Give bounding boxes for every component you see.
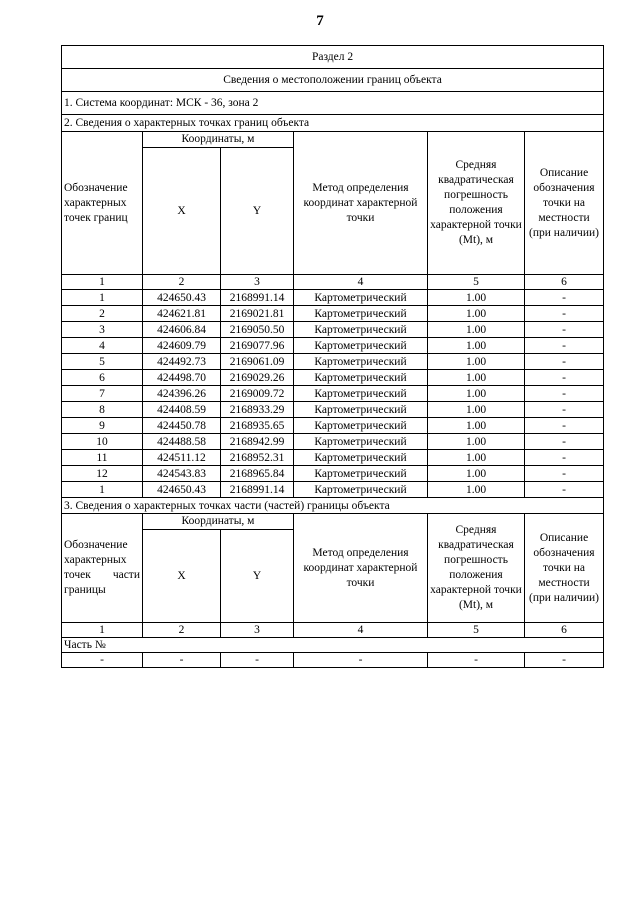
cell-desc: - — [525, 370, 604, 386]
column-number-row — [62, 623, 604, 638]
column-number: 3 — [221, 275, 294, 290]
cell-y: 2168991.14 — [221, 290, 294, 306]
cell-y: 2168965.84 — [221, 466, 294, 482]
table-row — [62, 466, 604, 482]
column-number: 4 — [294, 623, 428, 638]
cell-method: Картометрический — [294, 402, 428, 418]
cell-y: 2168952.31 — [221, 450, 294, 466]
table-row — [62, 354, 604, 370]
empty-cell: - — [525, 653, 604, 668]
cell-desc: - — [525, 354, 604, 370]
cell-x: 424492.73 — [143, 354, 221, 370]
page-number: 7 — [316, 13, 324, 29]
cell-method: Картометрический — [294, 466, 428, 482]
cell-desc: - — [525, 306, 604, 322]
cell-x: 424488.58 — [143, 434, 221, 450]
cell-method: Картометрический — [294, 322, 428, 338]
cell-x: 424498.70 — [143, 370, 221, 386]
header-y-part: Y — [221, 530, 294, 623]
empty-cell: - — [221, 653, 294, 668]
cell-x: 424609.79 — [143, 338, 221, 354]
cell-y: 2168933.29 — [221, 402, 294, 418]
table-row — [62, 450, 604, 466]
cell-y: 2169061.09 — [221, 354, 294, 370]
table-row — [62, 482, 604, 498]
header-x: X — [143, 148, 221, 275]
cell-method: Картометрический — [294, 354, 428, 370]
empty-cell: - — [143, 653, 221, 668]
cell-y: 2168942.99 — [221, 434, 294, 450]
cell-desc: - — [525, 386, 604, 402]
table-row — [62, 434, 604, 450]
cell-pt: 8 — [62, 402, 143, 418]
cell-mt: 1.00 — [428, 450, 525, 466]
cell-x: 424396.26 — [143, 386, 221, 402]
cell-pt: 6 — [62, 370, 143, 386]
section-3-heading: 3. Сведения о характерных точках части (частей) границы объекта — [62, 498, 604, 514]
cell-y: 2169050.50 — [221, 322, 294, 338]
cell-mt: 1.00 — [428, 322, 525, 338]
header-method-part: Метод определения координат характерной точки — [294, 514, 428, 623]
cell-method: Картометрический — [294, 338, 428, 354]
header-x-part: X — [143, 530, 221, 623]
cell-x: 424621.81 — [143, 306, 221, 322]
cell-desc: - — [525, 418, 604, 434]
cell-desc: - — [525, 466, 604, 482]
cell-mt: 1.00 — [428, 338, 525, 354]
header-designation: Обозначение характерных точек границ — [62, 132, 143, 275]
section-subtitle: Сведения о местоположении границ объекта — [62, 69, 604, 92]
column-number: 1 — [62, 275, 143, 290]
cell-desc: - — [525, 482, 604, 498]
empty-row — [62, 653, 604, 668]
cell-pt: 7 — [62, 386, 143, 402]
cell-desc: - — [525, 338, 604, 354]
empty-cell: - — [62, 653, 143, 668]
header-coordinates: Координаты, м — [143, 132, 294, 148]
cell-x: 424650.43 — [143, 482, 221, 498]
cell-method: Картометрический — [294, 434, 428, 450]
cell-pt: 4 — [62, 338, 143, 354]
cell-pt: 1 — [62, 290, 143, 306]
cell-y: 2168935.65 — [221, 418, 294, 434]
section-2-document — [61, 45, 603, 668]
cell-desc: - — [525, 402, 604, 418]
table-row — [62, 370, 604, 386]
section-title: Раздел 2 — [62, 46, 604, 69]
cell-mt: 1.00 — [428, 434, 525, 450]
empty-cell: - — [294, 653, 428, 668]
cell-pt: 1 — [62, 482, 143, 498]
cell-method: Картометрический — [294, 386, 428, 402]
part-label: Часть № — [62, 638, 604, 653]
cell-method: Картометрический — [294, 450, 428, 466]
cell-mt: 1.00 — [428, 466, 525, 482]
column-number: 5 — [428, 275, 525, 290]
header-method: Метод определения координат характерной точки — [294, 132, 428, 275]
cell-x: 424543.83 — [143, 466, 221, 482]
cell-x: 424650.43 — [143, 290, 221, 306]
cell-mt: 1.00 — [428, 306, 525, 322]
cell-x: 424606.84 — [143, 322, 221, 338]
boundary-table — [61, 45, 604, 668]
column-number: 6 — [525, 275, 604, 290]
table-row — [62, 386, 604, 402]
table-row — [62, 338, 604, 354]
cell-pt: 12 — [62, 466, 143, 482]
cell-method: Картометрический — [294, 306, 428, 322]
cell-pt: 2 — [62, 306, 143, 322]
table-row — [62, 306, 604, 322]
section-2-heading: 2. Сведения о характерных точках границ объекта — [62, 115, 604, 132]
cell-method: Картометрический — [294, 418, 428, 434]
table-row — [62, 322, 604, 338]
column-number: 2 — [143, 623, 221, 638]
cell-mt: 1.00 — [428, 290, 525, 306]
cell-y: 2169021.81 — [221, 306, 294, 322]
header-error-part: Средняя квадратическая погрешность положения характерной точки (Mt), м — [428, 514, 525, 623]
cell-pt: 3 — [62, 322, 143, 338]
cell-desc: - — [525, 290, 604, 306]
cell-pt: 10 — [62, 434, 143, 450]
cell-y: 2169009.72 — [221, 386, 294, 402]
cell-y: 2169029.26 — [221, 370, 294, 386]
cell-mt: 1.00 — [428, 370, 525, 386]
column-number: 4 — [294, 275, 428, 290]
cell-x: 424511.12 — [143, 450, 221, 466]
cell-mt: 1.00 — [428, 402, 525, 418]
header-designation-part: Обозначение характерных точек части границы — [62, 514, 143, 623]
coordinate-system: 1. Система координат: МСК - 36, зона 2 — [62, 92, 604, 115]
table-row — [62, 290, 604, 306]
cell-mt: 1.00 — [428, 354, 525, 370]
cell-mt: 1.00 — [428, 418, 525, 434]
cell-method: Картометрический — [294, 370, 428, 386]
cell-y: 2169077.96 — [221, 338, 294, 354]
header-description: Описание обозначения точки на местности (при наличии) — [525, 132, 604, 275]
cell-pt: 9 — [62, 418, 143, 434]
table-row — [62, 418, 604, 434]
cell-mt: 1.00 — [428, 482, 525, 498]
table-row — [62, 402, 604, 418]
cell-method: Картометрический — [294, 482, 428, 498]
cell-pt: 11 — [62, 450, 143, 466]
cell-x: 424450.78 — [143, 418, 221, 434]
column-number: 5 — [428, 623, 525, 638]
cell-method: Картометрический — [294, 290, 428, 306]
header-coordinates-part: Координаты, м — [143, 514, 294, 530]
header-y: Y — [221, 148, 294, 275]
column-number: 6 — [525, 623, 604, 638]
cell-mt: 1.00 — [428, 386, 525, 402]
cell-x: 424408.59 — [143, 402, 221, 418]
column-number: 2 — [143, 275, 221, 290]
cell-desc: - — [525, 450, 604, 466]
header-error: Средняя квадратическая погрешность положения характерной точки (Mt), м — [428, 132, 525, 275]
column-number-row — [62, 275, 604, 290]
empty-cell: - — [428, 653, 525, 668]
cell-desc: - — [525, 322, 604, 338]
column-number: 3 — [221, 623, 294, 638]
header-description-part: Описание обозначения точки на местности (при наличии) — [525, 514, 604, 623]
column-number: 1 — [62, 623, 143, 638]
cell-y: 2168991.14 — [221, 482, 294, 498]
cell-pt: 5 — [62, 354, 143, 370]
cell-desc: - — [525, 434, 604, 450]
